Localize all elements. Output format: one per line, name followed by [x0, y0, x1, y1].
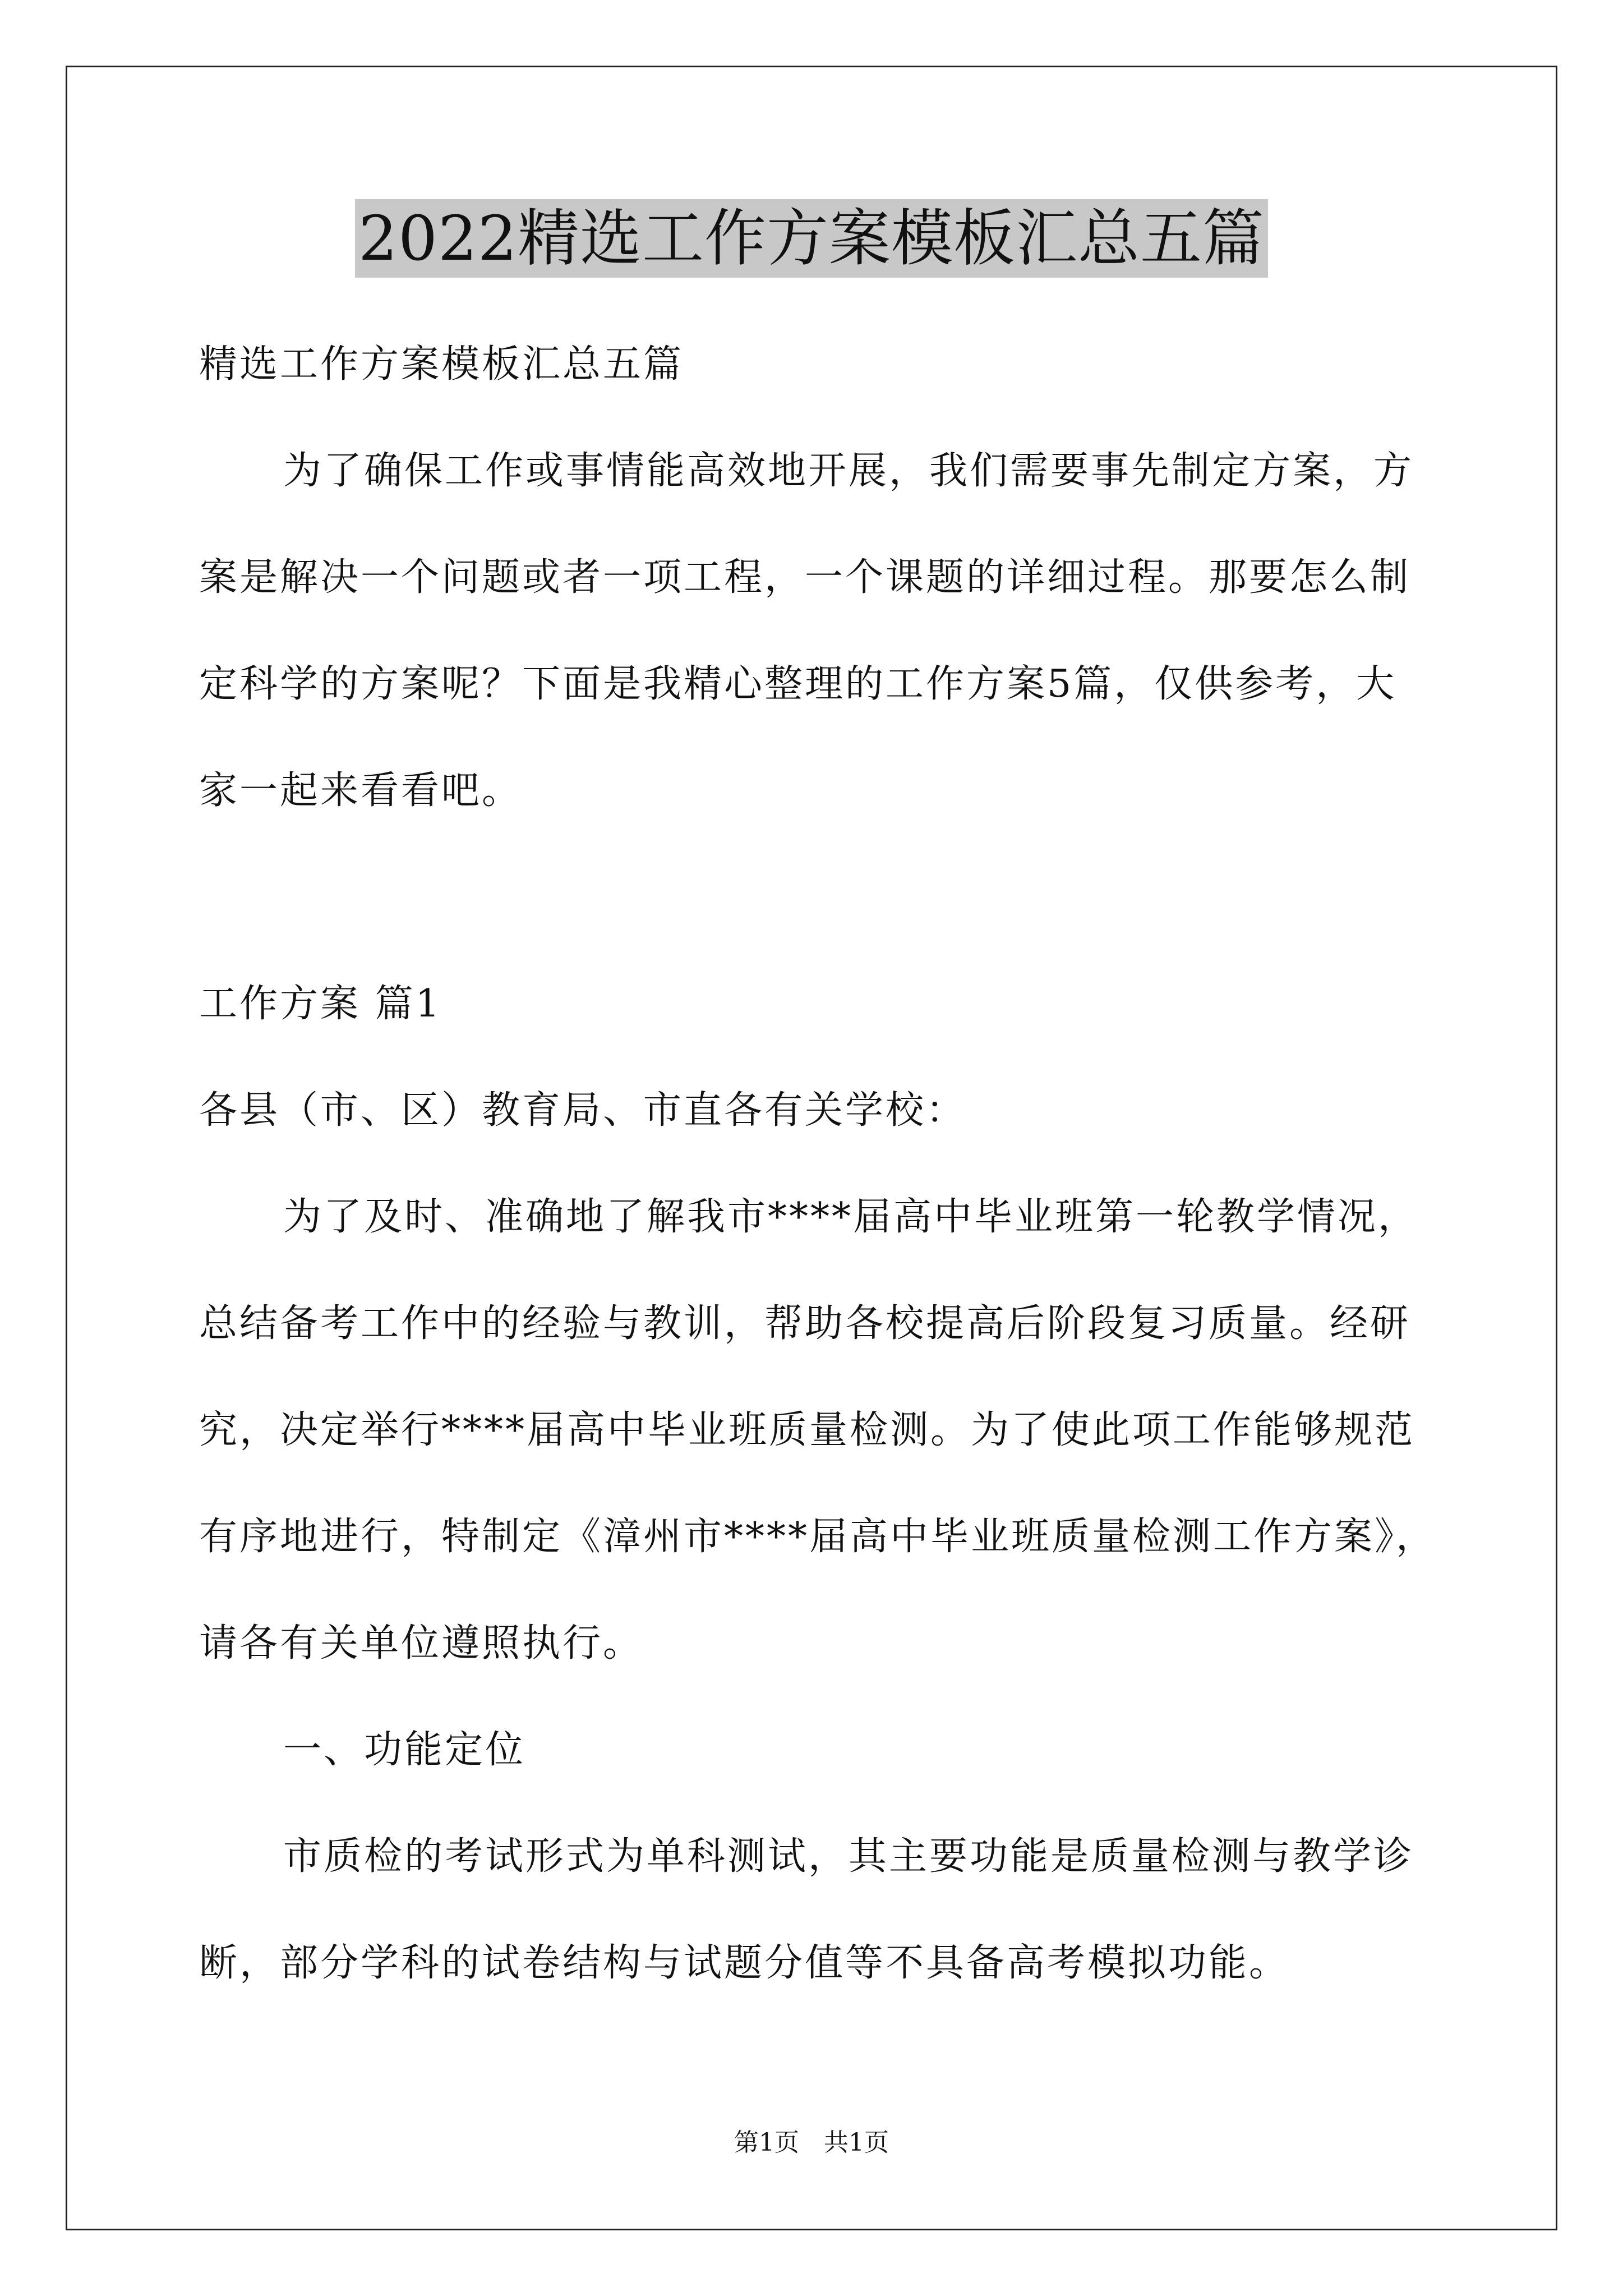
intro-line-1: 为了确保工作或事情能高效地开展，我们需要事先制定方案，方 — [283, 449, 1414, 493]
body-line-7: 断，部分学科的试卷结构与试题分值等不具备高考模拟功能。 — [199, 1941, 1290, 1985]
subsection-heading: 一、功能定位 — [283, 1728, 526, 1772]
intro-line-3: 定科学的方案呢？下面是我精心整理的工作方案5篇，仅供参考，大 — [199, 662, 1397, 706]
body-line-5: 请各有关单位遵照执行。 — [199, 1621, 644, 1665]
paragraph-gap — [199, 844, 1433, 951]
body-line-1: 为了及时、准确地了解我市****届高中毕业班第一轮教学情况， — [283, 1195, 1419, 1239]
title-container — [0, 199, 1623, 278]
body-line-4: 有序地进行，特制定《漳州市****届高中毕业班质量检测工作方案》， — [199, 1515, 1437, 1559]
document-title: 2022精选工作方案模板汇总五篇 — [355, 199, 1268, 278]
document-body — [199, 311, 1437, 2017]
intro-line-2: 案是解决一个问题或者一项工程，一个课题的详细过程。那要怎么制 — [199, 555, 1411, 600]
body-line-3: 究，决定举行****届高中毕业班质量检测。为了使此项工作能够规范 — [199, 1408, 1415, 1452]
body-line-6: 市质检的考试形式为单科测试，其主要功能是质量检测与教学诊 — [283, 1834, 1414, 1879]
page-footer: 第1页 共1页 — [734, 2128, 889, 2157]
intro-line-4: 家一起来看看吧。 — [199, 769, 523, 813]
salutation-line: 各县（市、区）教育局、市直各有关学校： — [199, 1088, 967, 1133]
body-line-2: 总结备考工作中的经验与教训，帮助各校提高后阶段复习质量。经研 — [199, 1301, 1411, 1346]
section-heading: 工作方案 篇1 — [199, 982, 442, 1026]
subtitle-line: 精选工作方案模板汇总五篇 — [199, 342, 684, 386]
